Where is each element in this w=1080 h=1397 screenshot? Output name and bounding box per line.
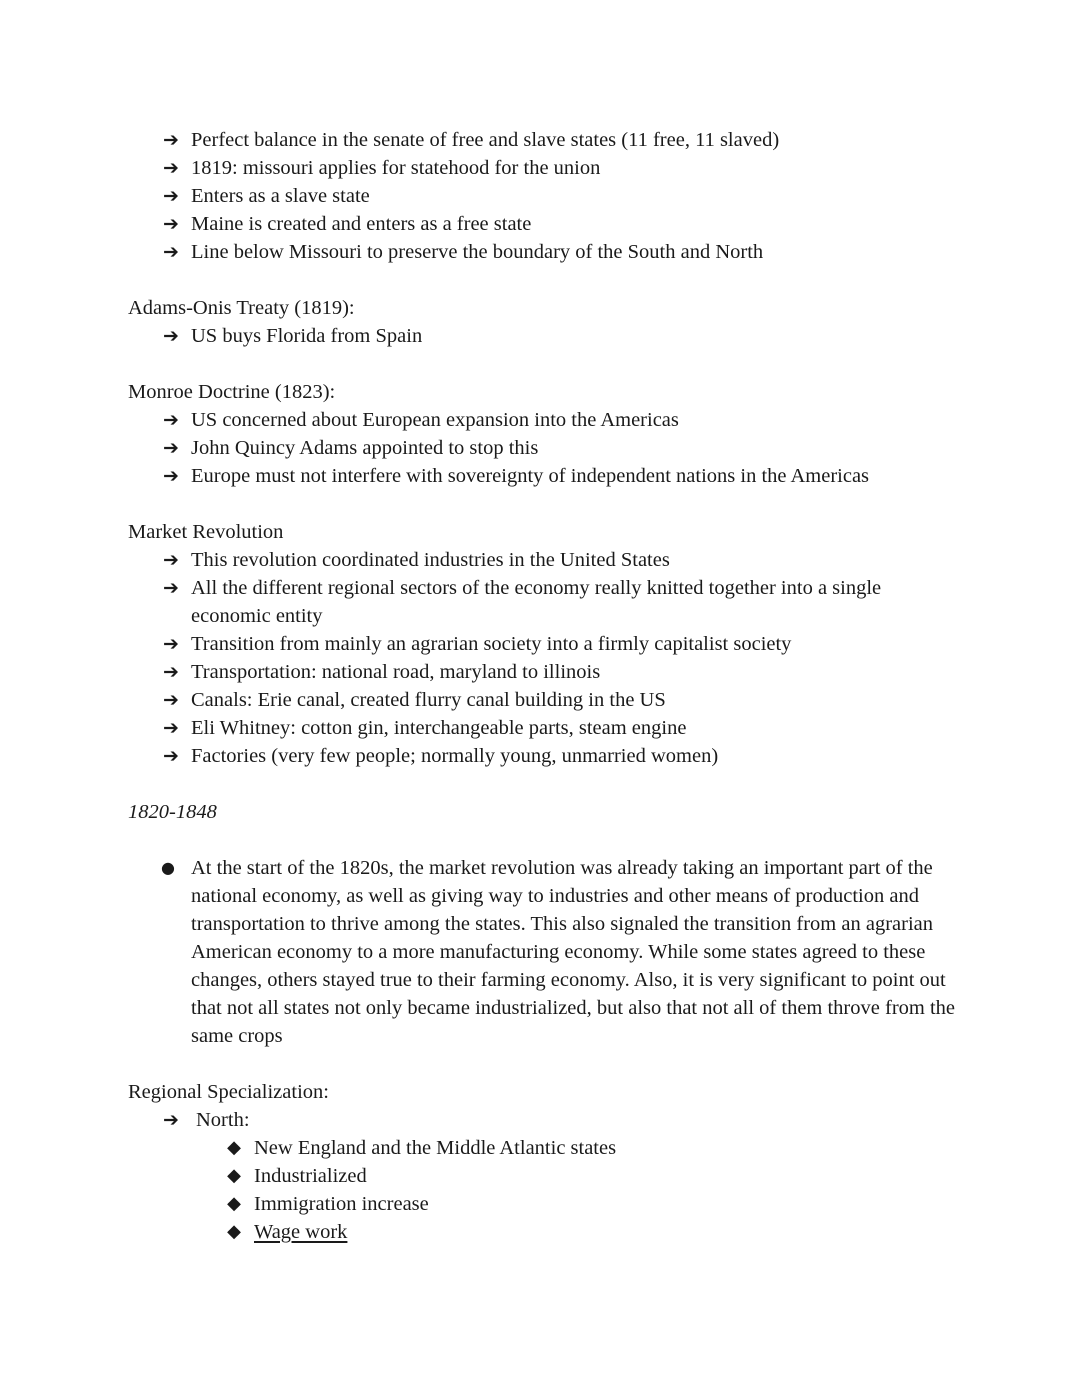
- wage-work-text: Wage work: [254, 1221, 348, 1243]
- arrow-right-icon: ➔: [163, 129, 179, 151]
- list-item: ➔ This revolution coordinated industries in the United States: [128, 546, 958, 574]
- arrow-right-icon: ➔: [163, 549, 179, 571]
- arrow-right-icon: ➔: [163, 1109, 179, 1131]
- arrow-right-icon: ➔: [163, 633, 179, 655]
- list-item: ➔ Line below Missouri to preserve the boundary of the South and North: [128, 238, 958, 266]
- north-list: [128, 1134, 958, 1246]
- list-item: ➔ 1819: missouri applies for statehood for the union: [128, 154, 958, 182]
- list-item: [128, 854, 958, 1050]
- list-item: ➔ Transportation: national road, maryland to illinois: [128, 658, 958, 686]
- arrow-right-icon: ➔: [163, 465, 179, 487]
- arrow-right-icon: ➔: [163, 717, 179, 739]
- north-label: North:: [196, 1109, 250, 1131]
- list-item: ➔ Transition from mainly an agrarian society into a firmly capitalist society: [128, 630, 958, 658]
- monroe-list: [128, 406, 958, 490]
- monroe-section: [128, 378, 958, 490]
- list-item: ➔ Perfect balance in the senate of free and slave states (11 free, 11 slaved): [128, 126, 958, 154]
- missouri-list: [128, 126, 958, 266]
- arrow-right-icon: ➔: [163, 157, 179, 179]
- period-list: [128, 854, 958, 1050]
- list-item: ➔ Maine is created and enters as a free state: [128, 210, 958, 238]
- market-revolution-section: [128, 518, 958, 770]
- arrow-right-icon: ➔: [163, 661, 179, 683]
- arrow-right-icon: ➔: [163, 745, 179, 767]
- list-item: ➔ Europe must not interfere with sovereignty of independent nations in the Americas: [128, 462, 958, 490]
- list-item: ◆ Industrialized: [128, 1162, 958, 1190]
- list-item: ◆ New England and the Middle Atlantic states: [128, 1134, 958, 1162]
- missouri-section: [128, 126, 958, 266]
- section-heading: Monroe Doctrine (1823):: [128, 381, 336, 403]
- arrow-right-icon: ➔: [163, 185, 179, 207]
- adams-onis-list: [128, 322, 958, 350]
- regional-list: [128, 1106, 958, 1134]
- arrow-right-icon: ➔: [163, 437, 179, 459]
- regional-section: [128, 1078, 958, 1246]
- list-item: ➔ Eli Whitney: cotton gin, interchangeable parts, steam engine: [128, 714, 958, 742]
- list-item: [128, 1218, 958, 1246]
- section-heading: Regional Specialization:: [128, 1081, 329, 1103]
- list-item: ➔ Factories (very few people; normally young, unmarried women): [128, 742, 958, 770]
- arrow-right-icon: ➔: [163, 241, 179, 263]
- period-section: [128, 798, 958, 1050]
- arrow-right-icon: ➔: [163, 689, 179, 711]
- diamond-bullet-icon: ◆: [227, 1193, 241, 1214]
- period-paragraph: At the start of the 1820s, the market revolution was already taking an important part of the national economy, as well as giving way to industries and other means of production and transportation to thrive among the states. This also signaled the transition from an agrarian American economy to a more manufacturing economy. While some states agreed to these changes, others stayed true to their farming economy. Also, it is very significant to point out that not all states not only became industrialized, but also that not all of them throve from the same crops: [191, 857, 956, 1047]
- section-heading: Market Revolution: [128, 521, 284, 543]
- diamond-bullet-icon: ◆: [227, 1165, 241, 1186]
- diamond-bullet-icon: ◆: [227, 1137, 241, 1158]
- list-item: ➔ John Quincy Adams appointed to stop this: [128, 434, 958, 462]
- dot-bullet-icon: ●: [161, 858, 175, 877]
- list-item: ➔ US buys Florida from Spain: [128, 322, 958, 350]
- list-item: ➔ US concerned about European expansion into the Americas: [128, 406, 958, 434]
- section-heading: Adams-Onis Treaty (1819):: [128, 297, 355, 319]
- arrow-right-icon: ➔: [163, 325, 179, 347]
- market-revolution-list: [128, 546, 958, 770]
- list-item: ➔ Canals: Erie canal, created flurry canal building in the US: [128, 686, 958, 714]
- list-item: ◆ Immigration increase: [128, 1190, 958, 1218]
- arrow-right-icon: ➔: [163, 409, 179, 431]
- period-heading: 1820-1848: [128, 801, 217, 823]
- list-item: ➔ All the different regional sectors of the economy really knitted together into a single economic entity: [128, 574, 958, 630]
- arrow-right-icon: ➔: [163, 213, 179, 235]
- arrow-right-icon: ➔: [163, 577, 179, 599]
- list-item: [128, 1106, 958, 1134]
- diamond-bullet-icon: ◆: [227, 1221, 241, 1242]
- list-item: ➔ Enters as a slave state: [128, 182, 958, 210]
- adams-onis-section: [128, 294, 958, 350]
